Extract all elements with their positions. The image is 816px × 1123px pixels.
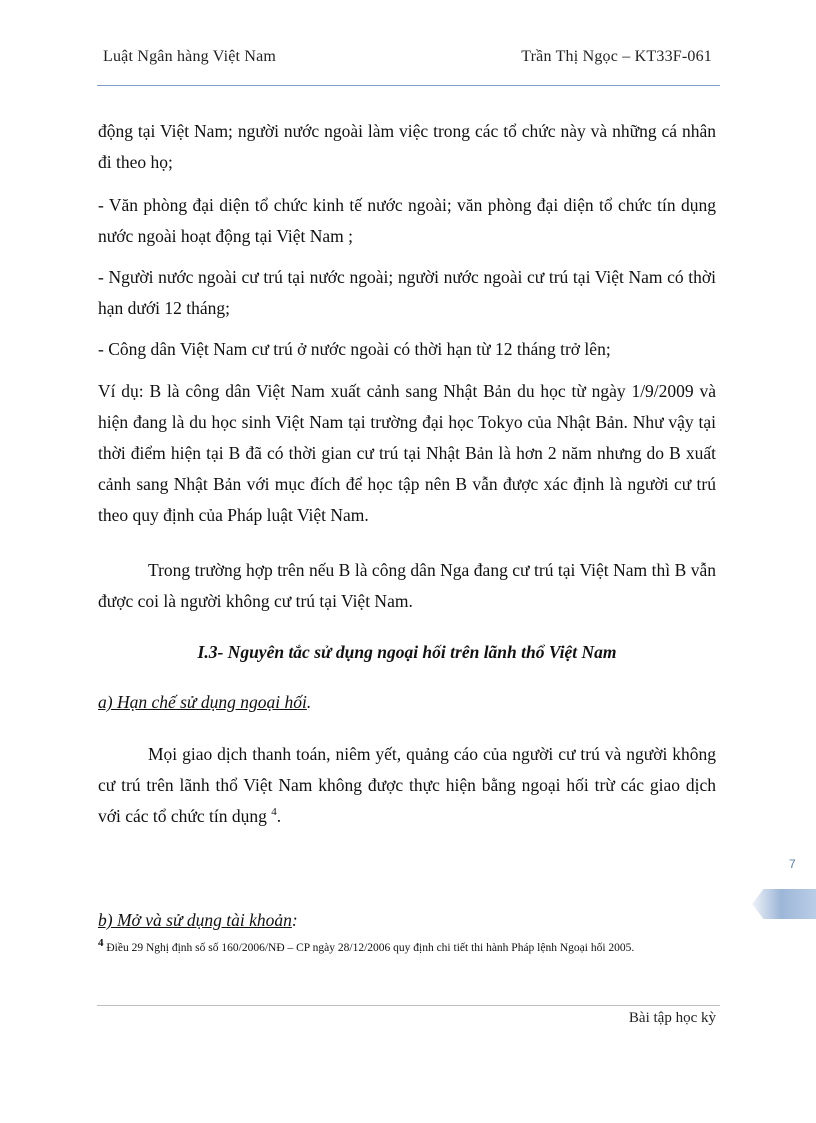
paragraph-a-punct: . — [276, 806, 282, 826]
subheading-b — [98, 910, 298, 931]
header-divider — [97, 85, 720, 86]
footnote — [98, 934, 720, 962]
footnote-text: Điều 29 Nghị định số số 160/2006/NĐ – CP ngày 28/12/2006 quy định chi tiết thi hành Pháp lệnh Ngoại hối 2005. — [103, 942, 635, 954]
subheading-a-text: a) Hạn chế sử dụng ngoại hối — [98, 692, 307, 712]
page-tab-decoration — [752, 889, 816, 919]
paragraph-continuation: động tại Việt Nam; người nước ngoài làm việc trong các tổ chức này và những cá nhân đi theo họ; — [98, 121, 716, 172]
footnote-reference[interactable]: 4 — [271, 806, 277, 819]
subheading-a — [98, 692, 311, 713]
paragraph-a-text: Mọi giao dịch thanh toán, niêm yết, quảng cáo của người cư trú và người không cư trú trên lãnh thổ Việt Nam không được thực hiện bằng ngoại hối trừ các giao dịch với các tổ chức tín dụng — [98, 744, 716, 826]
subheading-b-text: b) Mở và sử dụng tài khoản — [98, 910, 292, 930]
paragraph-example-note: Trong trường hợp trên nếu B là công dân Nga đang cư trú tại Việt Nam thì B vẫn được coi là người không cư trú tại Việt Nam. — [98, 560, 716, 611]
footnote-number: 4 — [98, 937, 104, 950]
paragraph-citizens-abroad: - Công dân Việt Nam cư trú ở nước ngoài có thời hạn từ 12 tháng trở lên; — [98, 339, 611, 359]
header-author: Trần Thị Ngọc – KT33F-061 — [521, 48, 712, 65]
section-heading: I.3- Nguyên tắc sử dụng ngoại hối trên lãnh thổ Việt Nam — [197, 642, 617, 662]
footer-label: Bài tập học kỳ — [628, 1010, 716, 1026]
footer-divider — [97, 1005, 720, 1006]
paragraph-foreigners: - Người nước ngoài cư trú tại nước ngoài; người nước ngoài cư trú tại Việt Nam có thời hạn dưới 12 tháng; — [98, 267, 716, 318]
subheading-b-punct: : — [291, 910, 298, 930]
page-number: 7 — [789, 857, 796, 871]
paragraph-a — [98, 739, 716, 832]
paragraph-representative-offices: - Văn phòng đại diện tổ chức kinh tế nước ngoài; văn phòng đại diện tổ chức tín dụng nước ngoài hoạt động tại Việt Nam ; — [98, 195, 716, 246]
subheading-a-punct: . — [306, 692, 312, 712]
paragraph-example: Ví dụ: B là công dân Việt Nam xuất cảnh sang Nhật Bản du học từ ngày 1/9/2009 và hiện đang là du học sinh Việt Nam tại trường đại học Tokyo của Nhật Bản. Như vậy tại thời điểm hiện tại B đã có thời gian cư trú tại Nhật Bản là hơn 2 năm nhưng do B xuất cảnh sang Nhật Bản với mục đích để học tập nên B vẫn được xác định là người cư trú theo quy định của Pháp luật Việt Nam. — [98, 381, 716, 525]
header-title: Luật Ngân hàng Việt Nam — [103, 48, 277, 65]
